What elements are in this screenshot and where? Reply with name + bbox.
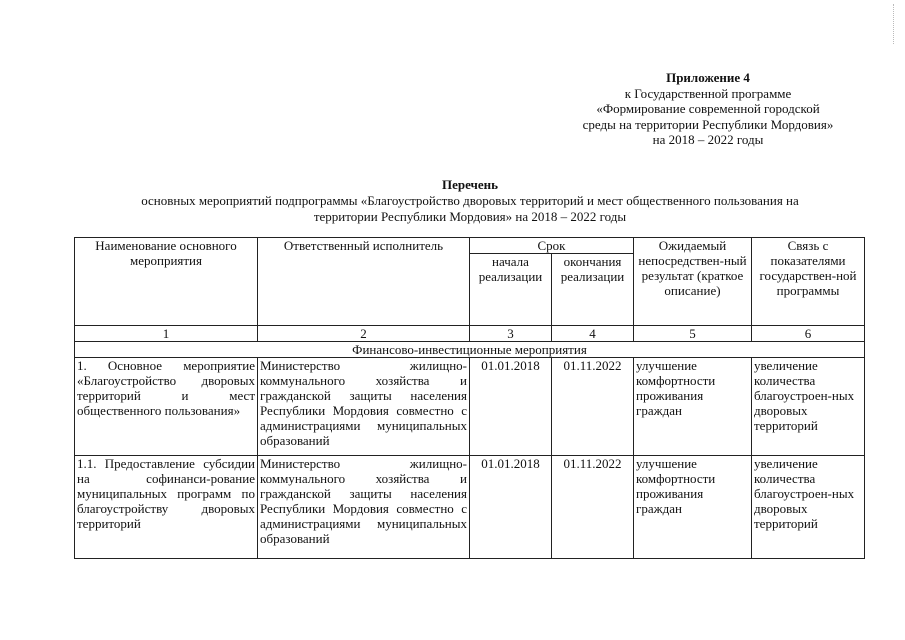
column-number-row — [75, 326, 865, 342]
cell-link: увеличение количества благоустроен-ных дворовых территорий — [752, 358, 865, 456]
document-title: Перечень — [441, 177, 499, 192]
column-number: 5 — [634, 326, 752, 342]
appendix-line: на 2018 – 2022 годы — [652, 132, 764, 147]
header-result: Ожидаемый непосредствен-ный результат (краткое описание) — [634, 238, 752, 326]
margin-mark — [893, 4, 900, 44]
section-title: Финансово-инвестиционные мероприятия — [75, 342, 865, 358]
cell-executor: Министерство жилищно-коммунального хозяйства и гражданской защиты населения Республики Мордовия совместно с администрациями муниципальных образований — [258, 358, 470, 456]
column-number: 6 — [752, 326, 865, 342]
header-executor: Ответственный исполнитель — [258, 238, 470, 326]
document-subtitle: основных мероприятий подпрограммы «Благоустройство дворовых территорий и мест общественного пользования на — [141, 193, 799, 208]
table-row — [75, 456, 865, 559]
cell-end: 01.11.2022 — [552, 456, 634, 559]
document-heading — [60, 177, 880, 225]
table-row — [75, 358, 865, 456]
header-name: Наименование основного мероприятия — [75, 238, 258, 326]
appendix-block — [548, 70, 868, 148]
cell-executor: Министерство жилищно-коммунального хозяйства и гражданской защиты населения Республики Мордовия совместно с администрациями муниципальных образований — [258, 456, 470, 559]
cell-result: улучшение комфортности проживания граждан — [634, 358, 752, 456]
column-number: 1 — [75, 326, 258, 342]
cell-name: 1.1. Предоставление субсидии на софинанси-рование муниципальных программ по благоустройству дворовых территорий — [75, 456, 258, 559]
cell-link: увеличение количества благоустроен-ных дворовых территорий — [752, 456, 865, 559]
appendix-line: «Формирование современной городской — [596, 101, 820, 116]
header-link: Связь с показателями государствен-ной программы — [752, 238, 865, 326]
document-subtitle: территории Республики Мордовия» на 2018 – 2022 годы — [313, 209, 627, 224]
cell-start: 01.01.2018 — [470, 358, 552, 456]
appendix-line: к Государственной программе — [624, 85, 792, 101]
header-term-end: окончания реализации — [552, 254, 634, 326]
cell-name: 1. Основное мероприятие «Благоустройство дворовых территорий и мест общественного пользования» — [75, 358, 258, 456]
cell-end: 01.11.2022 — [552, 358, 634, 456]
column-number: 3 — [470, 326, 552, 342]
measures-table — [74, 237, 865, 559]
column-number: 4 — [552, 326, 634, 342]
appendix-line: среды на территории Республики Мордовия» — [582, 116, 834, 132]
appendix-title: Приложение 4 — [666, 70, 750, 85]
table-header-row — [75, 238, 865, 254]
header-term-start: начала реализации — [470, 254, 552, 326]
cell-start: 01.01.2018 — [470, 456, 552, 559]
column-number: 2 — [258, 326, 470, 342]
header-term: Срок — [470, 238, 634, 254]
cell-result: улучшение комфортности проживания граждан — [634, 456, 752, 559]
section-row — [75, 342, 865, 358]
